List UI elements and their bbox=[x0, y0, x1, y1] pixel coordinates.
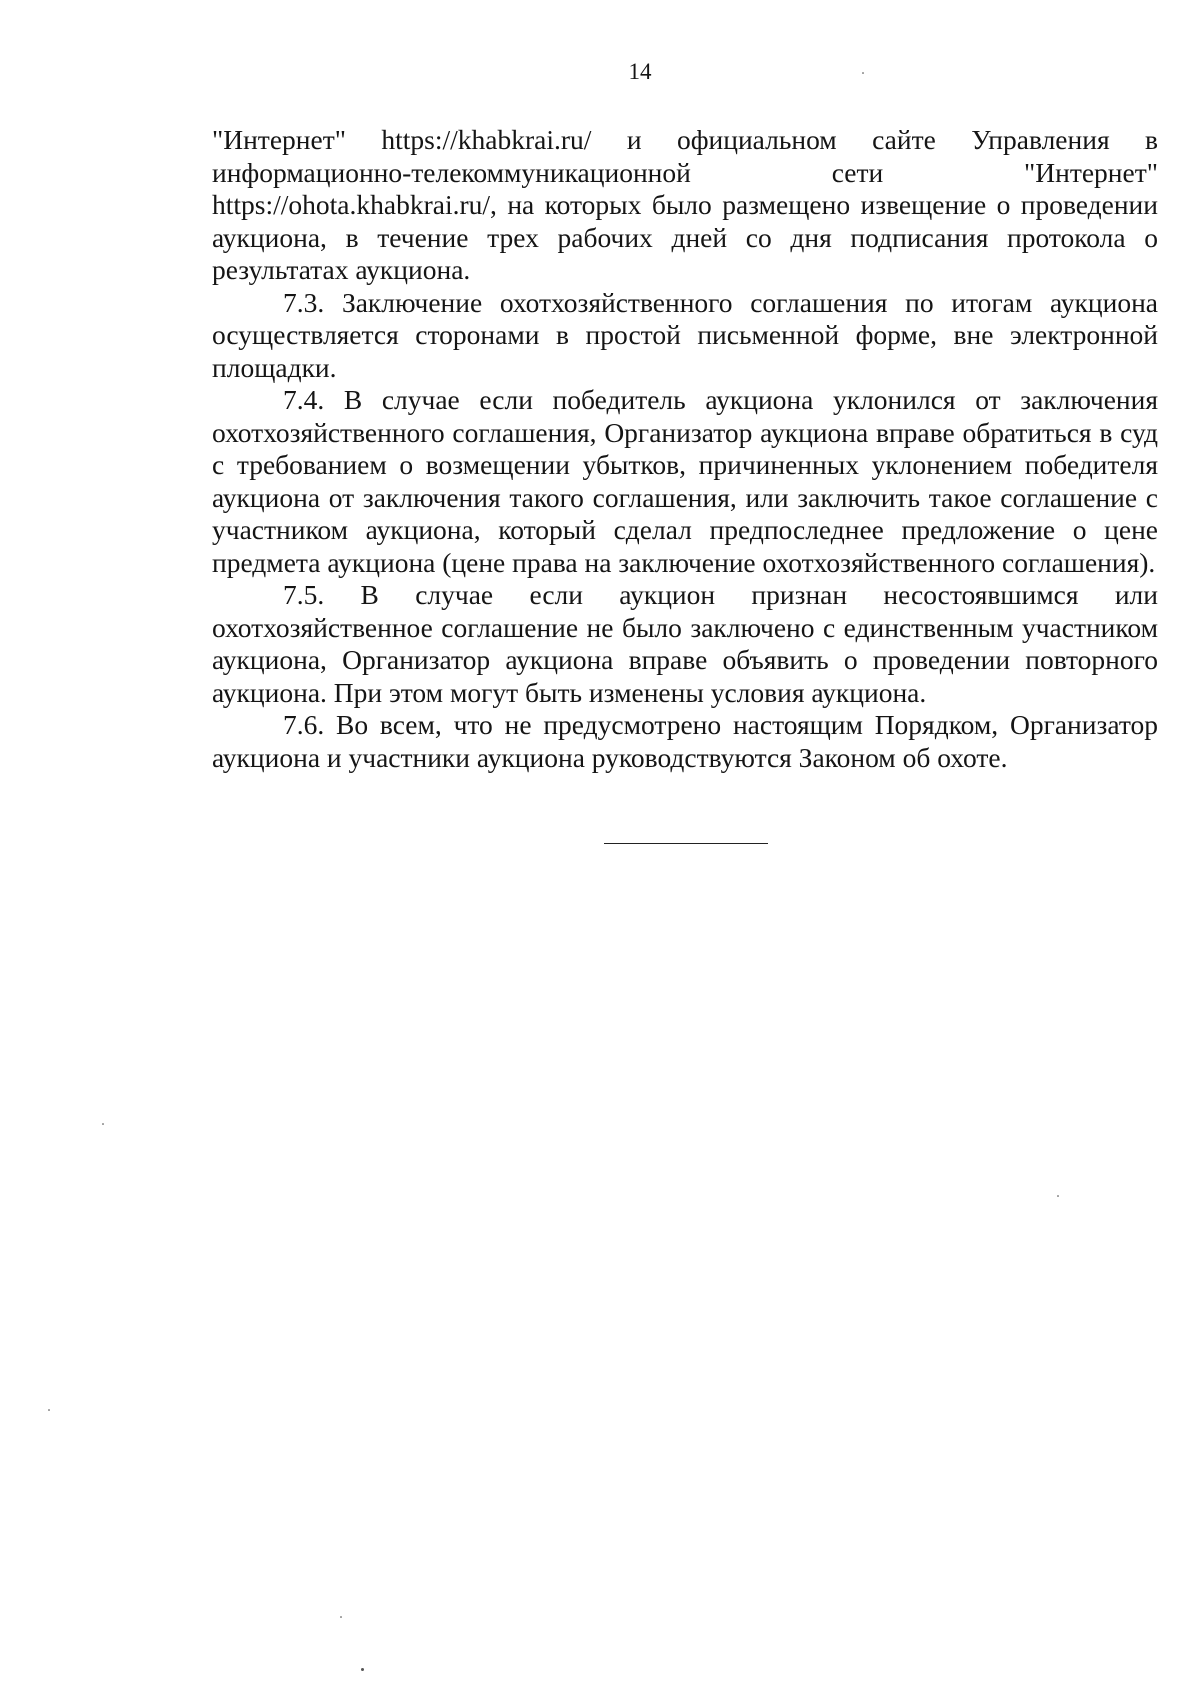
paragraph-7-3: 7.3. Заключение охотхозяйственного соглашения по итогам аукциона осуществляется сторонами в простой письменной форме, вне электронной площадки. bbox=[212, 286, 1158, 383]
scan-speck bbox=[102, 1123, 104, 1125]
scan-speck bbox=[340, 1616, 342, 1618]
word: Управления bbox=[971, 124, 1110, 155]
page-number: 14 bbox=[628, 59, 652, 84]
scan-speck bbox=[1057, 1195, 1059, 1197]
paragraph-continuation bbox=[212, 124, 1158, 287]
word: "Интернет" bbox=[1024, 156, 1158, 188]
scan-speck bbox=[48, 1409, 50, 1411]
word: и bbox=[626, 124, 642, 155]
word: сайте bbox=[872, 124, 936, 155]
document-body bbox=[212, 124, 1158, 774]
word: официальном bbox=[676, 124, 837, 155]
end-separator-line bbox=[604, 843, 768, 844]
paragraph-7-5: 7.5. В случае если аукцион признан несостоявшимся или охотхозяйственное соглашение не было заключено с единственным участником аукциона, Организатор аукциона вправе объявить о проведении повторного аукциона. При этом могут быть изменены условия аукциона. bbox=[212, 579, 1158, 708]
text-line bbox=[212, 124, 1158, 157]
paragraph-7-4: 7.4. В случае если победитель аукциона уклонился от заключения охотхозяйственного соглашения, Организатор аукциона вправе обратиться в суд с требованием о возмещении убытков, причиненных уклонением победителя аукциона от заключения такого соглашения, или заключить такое соглашение с участником аукциона, который сделал предпоследнее предложение о цене предмета аукциона (цене права на заключение охотхозяйственного соглашения). bbox=[212, 384, 1158, 578]
word: "Интернет" bbox=[212, 124, 346, 155]
word: в bbox=[1145, 124, 1158, 155]
paragraph-continuation-text: https://ohota.khabkrai.ru/, на которых было размещено извещение о проведении аукциона, в течение трех рабочих дней со дня подписания протокола о результатах аукциона. bbox=[212, 189, 1158, 285]
text-line bbox=[212, 157, 1158, 190]
scan-speck bbox=[862, 72, 864, 74]
scan-speck bbox=[361, 1668, 364, 1671]
word: информационно-телекоммуникационной bbox=[212, 156, 691, 188]
link-text: https://khabkrai.ru/ bbox=[381, 124, 592, 155]
word: сети bbox=[831, 156, 884, 188]
paragraph-7-6: 7.6. Во всем, что не предусмотрено настоящим Порядком, Организатор аукциона и участники аукциона руководствуются Законом об охоте. bbox=[212, 709, 1158, 773]
